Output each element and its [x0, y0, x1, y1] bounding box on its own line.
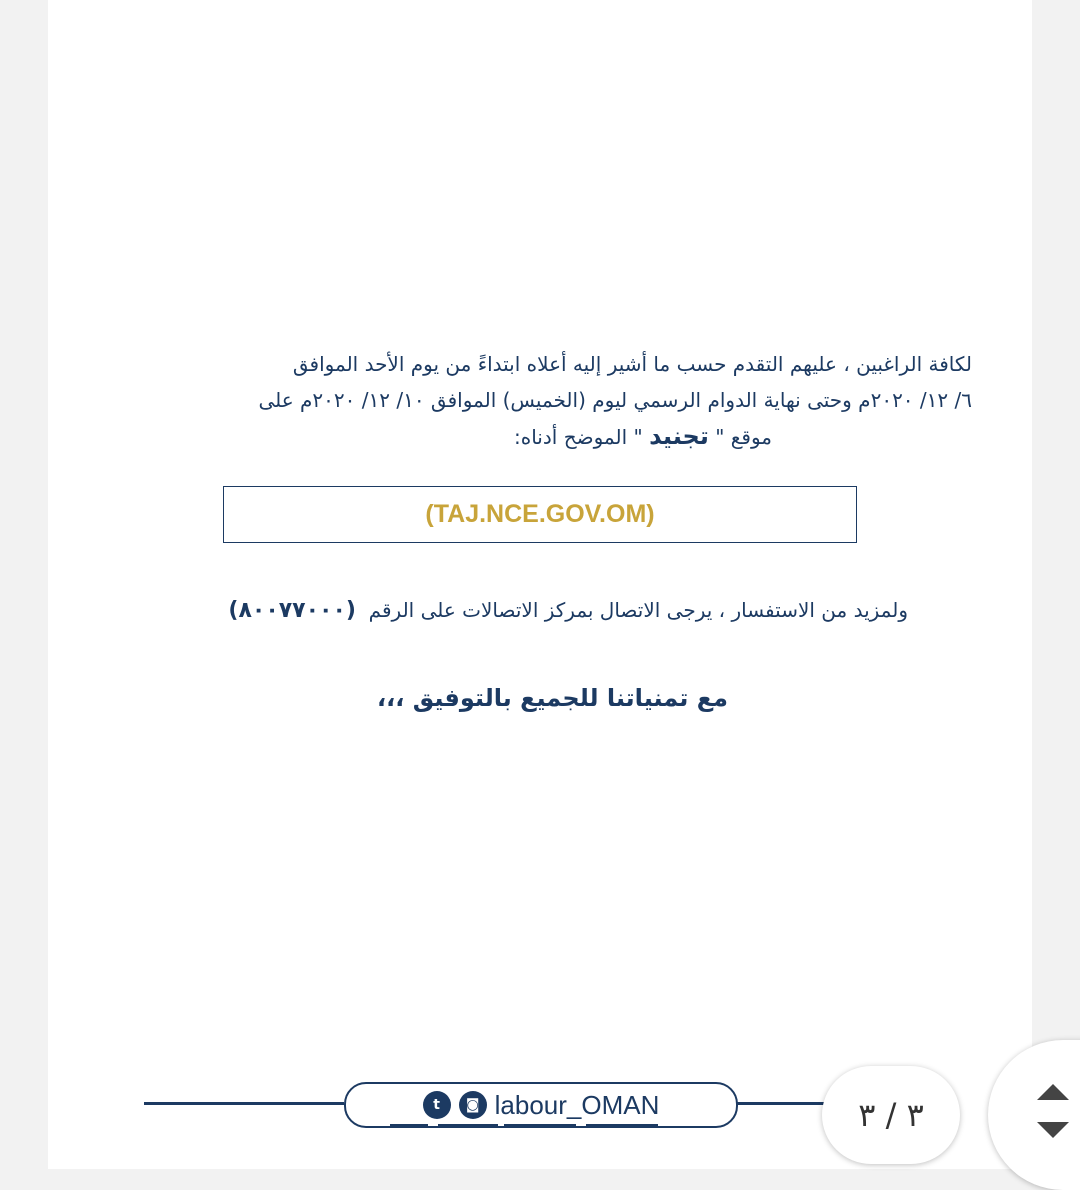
- instagram-icon: ◙: [459, 1091, 487, 1119]
- site-prefix: موقع ": [715, 425, 772, 449]
- contact-number: (٨٠٠٧٧٠٠٠): [228, 598, 356, 623]
- social-handle-pill: [344, 1082, 738, 1128]
- page-indicator: [822, 1066, 960, 1164]
- website-url[interactable]: (TAJ.NCE.GOV.OM): [425, 500, 655, 528]
- paragraph-line-3: [112, 418, 972, 455]
- closing-wishes: مع تمنياتنا للجميع بالتوفيق ،،،: [377, 684, 728, 712]
- footer-rule-left: [144, 1102, 344, 1105]
- footer-dash: [504, 1124, 576, 1128]
- social-handle: labour_OMAN: [494, 1089, 660, 1120]
- paragraph-line-1: لكافة الراغبين ، عليهم التقدم حسب ما أشير إليه أعلاه ابتداءً من يوم الأحد الموافق: [292, 352, 972, 376]
- paragraph-line-2: ٦/ ١٢/ ٢٠٢٠م وحتى نهاية الدوام الرسمي ليوم (الخميس) الموافق ١٠/ ١٢/ ٢٠٢٠م على: [258, 388, 972, 412]
- page-indicator-label: ٣ / ٣: [858, 1096, 924, 1134]
- footer-rule-right: [734, 1102, 824, 1105]
- brand-name: تجنيد: [649, 422, 709, 450]
- contact-line: [168, 598, 908, 623]
- footer-dash: [586, 1124, 658, 1128]
- contact-text: ولمزيد من الاستفسار ، يرجى الاتصال بمركز الاتصالات على الرقم: [368, 598, 908, 622]
- announcement-paragraph: [112, 346, 972, 455]
- twitter-icon: t: [423, 1091, 451, 1119]
- url-box: [223, 486, 857, 543]
- footer-dash: [438, 1124, 498, 1128]
- footer-dash: [390, 1124, 428, 1128]
- document-page: [48, 0, 1032, 1169]
- site-suffix: " الموضح أدناه:: [514, 425, 643, 449]
- chevron-down-icon[interactable]: [1037, 1122, 1069, 1138]
- chevron-up-icon[interactable]: [1037, 1084, 1069, 1100]
